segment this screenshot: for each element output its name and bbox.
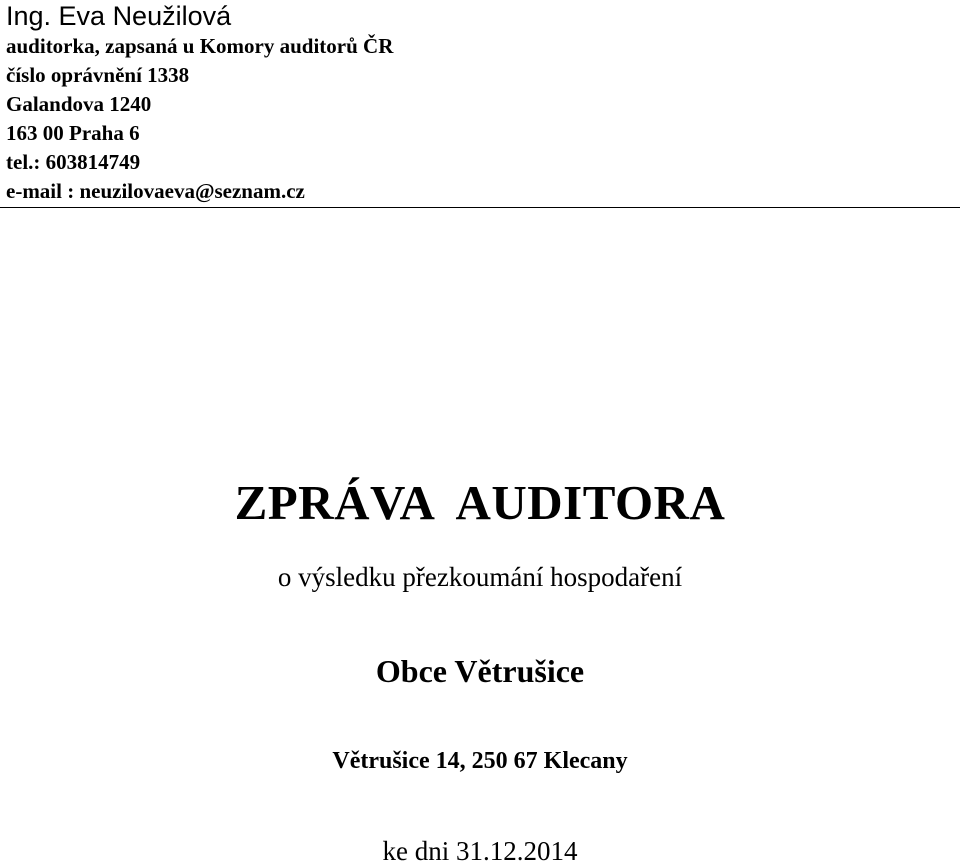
auditor-city: 163 00 Praha 6 xyxy=(6,121,140,145)
entity-name: Obce Větrušice xyxy=(375,653,585,689)
report-subtitle: o výsledku přezkoumání hospodaření xyxy=(277,562,683,592)
auditor-phone: tel.: 603814749 xyxy=(6,150,141,174)
entity-address: Větrušice 14, 250 67 Klecany xyxy=(332,748,628,774)
report-title: ZPRÁVA AUDITORA xyxy=(234,475,726,530)
auditor-letterhead xyxy=(6,0,960,206)
auditor-name: Ing. Eva Neužilová xyxy=(6,1,232,31)
auditor-registration: auditorka, zapsaná u Komory auditorů ČR xyxy=(6,34,394,58)
auditor-email: e-mail : neuzilovaeva@seznam.cz xyxy=(6,179,305,203)
header-divider xyxy=(0,207,960,208)
report-date: ke dni 31.12.2014 xyxy=(382,836,578,866)
auditor-street: Galandova 1240 xyxy=(6,92,152,116)
auditor-license-number: číslo oprávnění 1338 xyxy=(6,63,190,87)
